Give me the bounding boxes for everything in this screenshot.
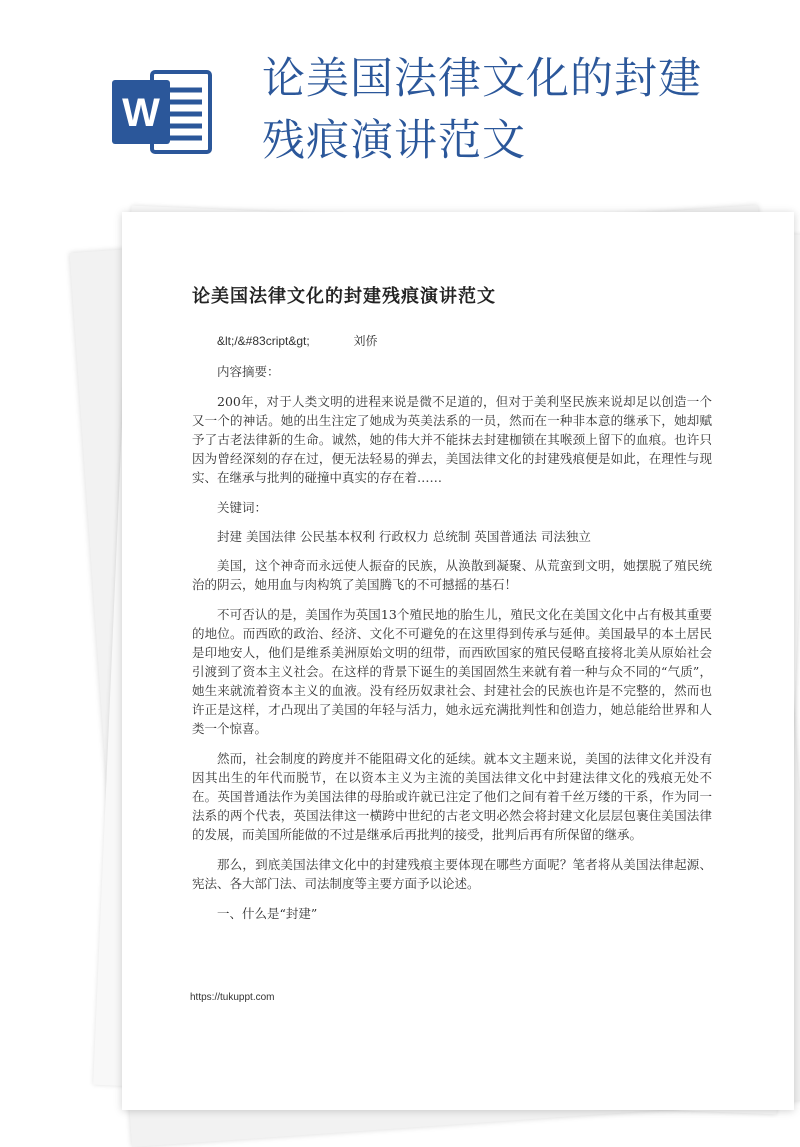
script-tag-text: &lt;/&#83cript&gt;	[217, 334, 310, 348]
word-icon-letter: W	[122, 91, 160, 135]
document-title: 论美国法律文化的封建残痕演讲范文	[192, 286, 496, 307]
footer-url: https://tukuppt.com	[190, 992, 275, 1003]
author-line	[217, 332, 378, 349]
header-title-line1: 论美国法律文化的封建	[262, 54, 702, 104]
header	[0, 0, 800, 200]
paragraph: 内容摘要：	[217, 364, 280, 379]
document-body	[192, 362, 712, 934]
author-name: 刘侨	[353, 334, 378, 348]
keywords: 封建 美国法律 公民基本权利 行政权力 总统制 英国普通法 司法独立	[217, 529, 591, 544]
header-title	[262, 48, 762, 172]
document-page	[122, 212, 794, 1110]
paragraph: 美国，这个神奇而永远使人振奋的民族，从涣散到凝聚、从荒蛮到文明，她摆脱了殖民统治的阴云，她用血与肉构筑了美国腾飞的不可撼摇的基石！	[192, 558, 712, 592]
paragraph: 200年，对于人类文明的进程来说是微不足道的，但对于美利坚民族来说却足以创造一个又一个的神话。她的出生注定了她成为英美法系的一员，然而在一种非本意的继承下，她却赋予了古老法律新的生命。诚然，她的伟大并不能抹去封建枷锁在其喉颈上留下的血痕。也许只因为曾经深刻的存在过，便无法轻易的弹去，美国法律文化的封建残痕便是如此，在理性与现实、在继承与批判的碰撞中真实的存在着……	[192, 394, 712, 485]
word-document-icon	[108, 66, 216, 158]
paragraph: 那么，到底美国法律文化中的封建残痕主要体现在哪些方面呢？笔者将从美国法律起源、宪法、各大部门法、司法制度等主要方面予以论述。	[192, 857, 712, 891]
paragraph: 然而，社会制度的跨度并不能阻碍文化的延续。就本文主题来说，美国的法律文化并没有因其出生的年代而脱节，在以资本主义为主流的美国法律文化中封建法律文化的残痕无处不在。英国普通法作为美国法律的母胎或许就已注定了他们之间有着千丝万缕的干系，作为同一法系的两个代表，英国法律这一横跨中世纪的古老文明必然会将封建文化层层包裹住美国法律的发展，而美国所能做的不过是继承后再批判的接受，批判后再有所保留的继承。	[192, 751, 712, 842]
section-heading: 一、什么是“封建”	[217, 906, 318, 921]
paragraph: 关键词：	[217, 500, 268, 515]
header-title-line2: 残痕演讲范文	[262, 116, 526, 166]
paragraph: 不可否认的是，美国作为英国13个殖民地的胎生儿，殖民文化在美国文化中占有极其重要的地位。而西欧的政治、经济、文化不可避免的在这里得到传承与延伸。美国最早的本土居民是印地安人，他们是维系美洲原始文明的纽带，而西欧国家的殖民侵略直接将北美从原始社会引渡到了资本主义社会。在这样的背景下诞生的美国固然生来就有着一种与众不同的“气质”，她生来就流着资本主义的血液。没有经历奴隶社会、封建社会的民族也许是不完整的，然而也许正是这样，才凸现出了美国的年轻与活力，她永远充满批判性和创造力，她总能给世界和人类一个惊喜。	[192, 607, 712, 736]
